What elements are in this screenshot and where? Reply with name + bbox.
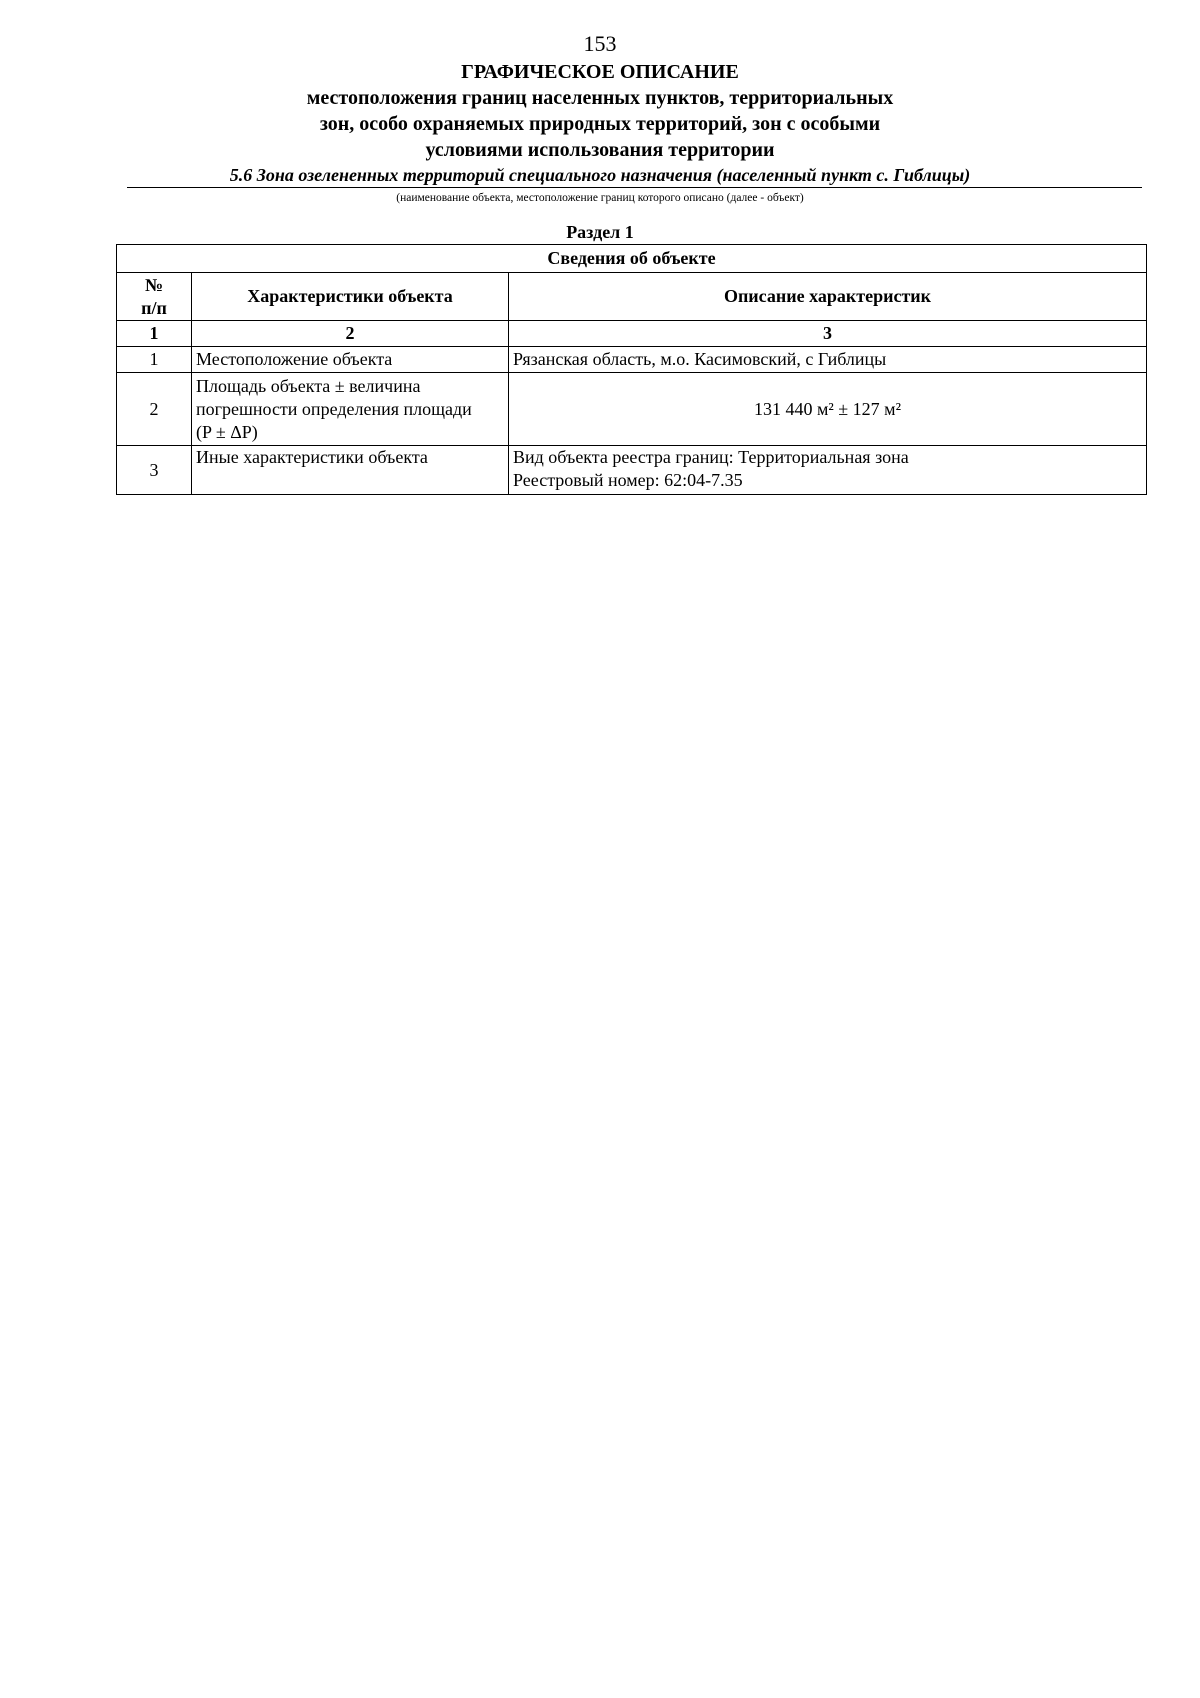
row-number: 2: [117, 373, 192, 446]
object-name-underline: [127, 187, 1142, 188]
page-number: 153: [583, 31, 617, 56]
row-description: Вид объекта реестра границ: Территориальная зона Реестровый номер: 62:04-7.35: [509, 446, 1147, 495]
column-number-2: 2: [192, 321, 509, 347]
object-name-caption: (наименование объекта, местоположение границ которого описано (далее - объект): [396, 192, 804, 204]
object-name: 5.6 Зона озелененных территорий специального назначения (населенный пункт с. Гиблицы): [229, 165, 971, 185]
column-number-1: 1: [117, 321, 192, 347]
column-number-3: 3: [509, 321, 1147, 347]
object-info-table: [116, 244, 1147, 495]
column-number-row: [117, 321, 1147, 347]
row-description: 131 440 м² ± 127 м²: [509, 373, 1147, 446]
table-row: [117, 446, 1147, 495]
title-line-4: условиями использования территории: [425, 139, 775, 161]
row-characteristic: Площадь объекта ± величина погрешности определения площади (P ± ΔP): [192, 373, 509, 446]
row-characteristic: Иные характеристики объекта: [192, 446, 509, 495]
document-title: [116, 59, 1084, 163]
table-row: [117, 373, 1147, 446]
section-title: Раздел 1: [566, 222, 634, 242]
row-characteristic: Местоположение объекта: [192, 347, 509, 373]
header-characteristic: Характеристики объекта: [192, 273, 509, 321]
title-line-3: зон, особо охраняемых природных территорий, зон с особыми: [319, 113, 881, 135]
table-row: [117, 347, 1147, 373]
row-number: 3: [117, 446, 192, 495]
header-description: Описание характеристик: [509, 273, 1147, 321]
table-header-row: [117, 273, 1147, 321]
table-caption-row: [117, 245, 1147, 273]
title-line-1: ГРАФИЧЕСКОЕ ОПИСАНИЕ: [461, 61, 739, 83]
row-number: 1: [117, 347, 192, 373]
table-caption: Сведения об объекте: [117, 245, 1147, 273]
header-number: № п/п: [117, 273, 192, 321]
row-description: Рязанская область, м.о. Касимовский, с Гиблицы: [509, 347, 1147, 373]
title-line-2: местоположения границ населенных пунктов, территориальных: [306, 87, 894, 109]
